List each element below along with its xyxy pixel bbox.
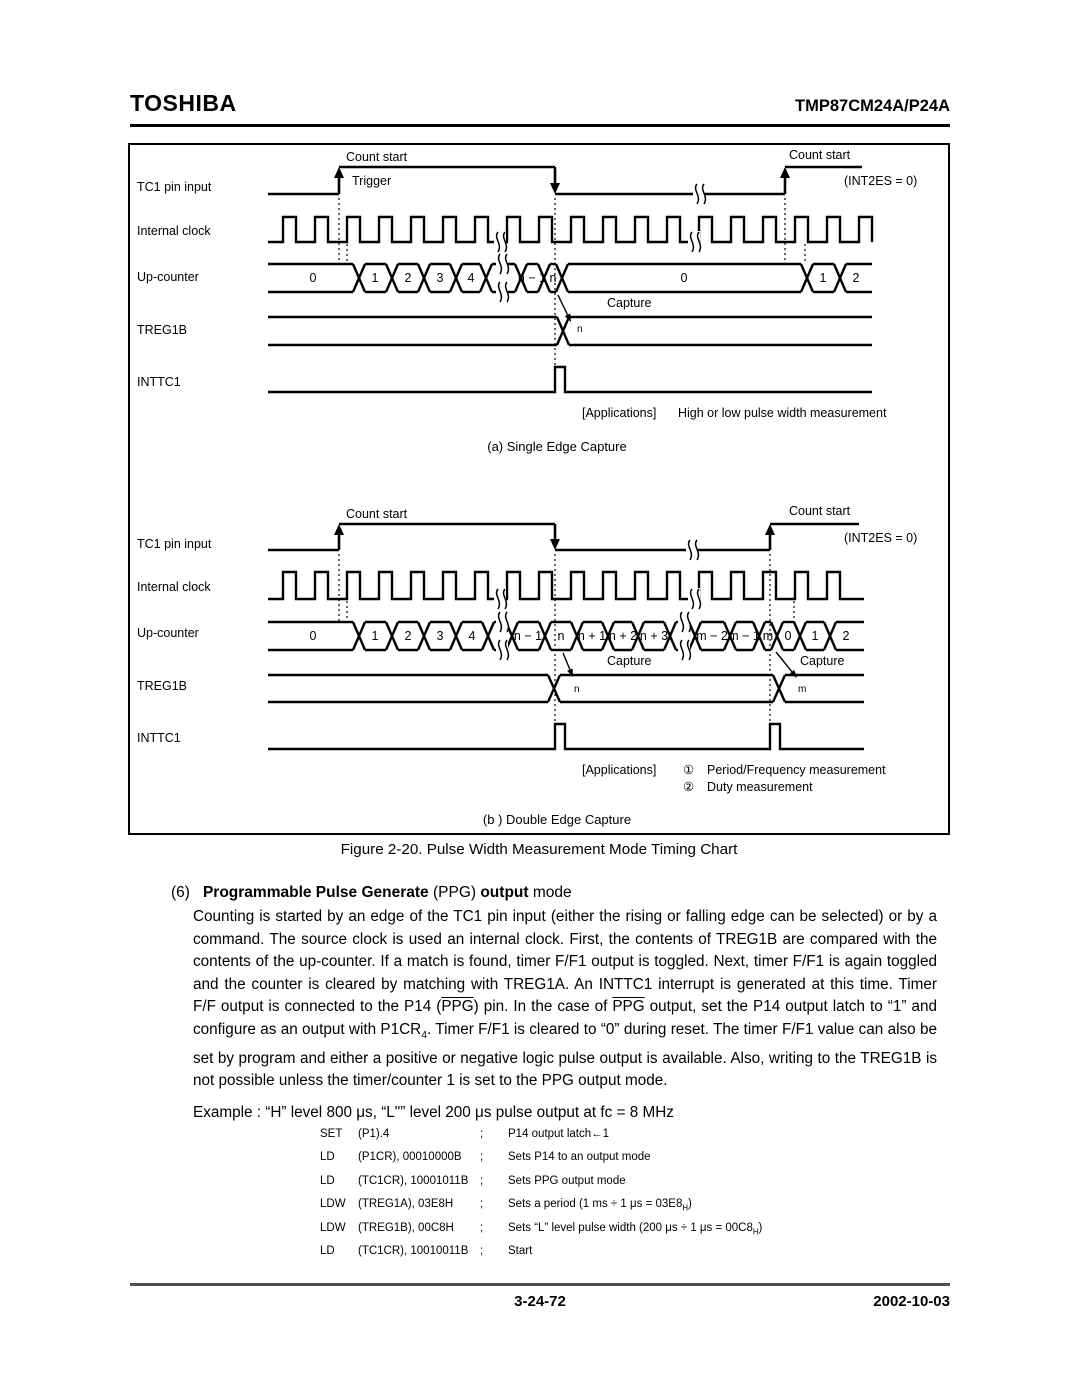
applications-item-1-num: ① xyxy=(683,763,695,777)
count-start-left-b: Count start xyxy=(346,507,408,521)
row-label-treg1b-b: TREG1B xyxy=(137,679,188,693)
counter-value: m − 2 xyxy=(696,629,728,643)
section-title-bold-1: Programmable Pulse Generate xyxy=(202,884,429,901)
timing-chart-svg xyxy=(130,145,948,833)
para-text-1: Counting is started by an edge of the TC1 pin input (either the rising or falling edge can be selected) or by a command. The source clock is used an internal clock. First, the contents of TREG1B are compared with the contents of the up-counter. If a match is found, timer F/F1 output is toggled. Next, timer F/F1 is again toggled and the counter is cleared by matching with TREG1A. An INTTC1 interrupt is generated at this time. Timer F/F output is connected to the P14 ( xyxy=(193,908,937,1016)
count-start-right-b: Count start xyxy=(789,504,851,518)
internal-clock-wave xyxy=(268,217,872,242)
counter-value: n xyxy=(557,629,565,643)
page-number: 3-24-72 xyxy=(514,1293,566,1310)
code-row xyxy=(320,1198,762,1221)
counter-value: n + 3 xyxy=(639,629,669,643)
counter-value: 1 xyxy=(811,629,819,643)
treg-value-b-m: m xyxy=(798,684,807,695)
counter-value: 2 xyxy=(842,629,850,643)
section-title-bold-2: output xyxy=(480,884,529,901)
code-operand: (TC1CR), 10010011B xyxy=(358,1244,469,1257)
capture-label-a: Capture xyxy=(607,296,652,310)
footer-rule xyxy=(130,1283,950,1286)
figure-caption: Figure 2-20. Pulse Width Measurement Mode Timing Chart xyxy=(340,841,738,858)
code-semicolon: ; xyxy=(480,1244,484,1257)
counter-value: 1 xyxy=(819,271,827,285)
code-comment: Start xyxy=(508,1244,533,1257)
ppg-paragraph xyxy=(193,906,937,1093)
code-comment: P14 output latch←1 xyxy=(508,1128,610,1140)
count-start-right-a: Count start xyxy=(789,148,851,162)
internal-clock-wave xyxy=(268,572,864,599)
counter-value: m − 1 xyxy=(728,629,760,643)
subtitle-a: (a) Single Edge Capture xyxy=(487,439,627,454)
applications-text-a: High or low pulse width measurement xyxy=(678,406,887,420)
int2es-label-a: (INT2ES = 0) xyxy=(844,174,918,188)
edge-arrow xyxy=(780,167,790,178)
code-operand: (P1).4 xyxy=(358,1128,390,1140)
edge-arrow xyxy=(334,167,344,178)
section-title-reg-1: (PPG) xyxy=(428,884,481,901)
counter-value: 2 xyxy=(404,271,412,285)
code-semicolon: ; xyxy=(480,1221,484,1234)
code-semicolon: ; xyxy=(480,1128,484,1140)
diagram-a-waveforms xyxy=(268,167,872,392)
counter-value: n + 1 xyxy=(577,629,607,643)
treg-value-a: n xyxy=(577,324,583,335)
edge-arrow xyxy=(334,524,344,535)
row-label-clock-b: Internal clock xyxy=(137,580,211,594)
row-label-counter-b: Up-counter xyxy=(137,626,199,640)
counter-value: 2 xyxy=(404,629,412,643)
code-opcode: LDW xyxy=(320,1221,346,1234)
section-title xyxy=(203,884,572,902)
code-semicolon: ; xyxy=(480,1174,484,1187)
code-opcode: LD xyxy=(320,1151,335,1164)
counter-value: 1 xyxy=(371,271,379,285)
brand-logo: TOSHIBA xyxy=(130,90,237,116)
counter-value: 3 xyxy=(436,629,444,643)
inttc1-wave xyxy=(268,724,864,749)
code-comment: Sets PPG output mode xyxy=(508,1174,626,1187)
footer-date: 2002-10-03 xyxy=(873,1293,950,1310)
part-number: TMP87CM24A/P24A xyxy=(795,97,950,115)
capture-arrow xyxy=(558,295,568,315)
applications-label-b: [Applications] xyxy=(582,763,657,777)
code-operand: (TREG1B), 00C8H xyxy=(358,1221,454,1234)
counter-value: 2 xyxy=(852,271,860,285)
capture-label-b-left: Capture xyxy=(607,654,652,668)
counter-value: 0 xyxy=(309,271,317,285)
example-line: Example : “H” level 800 μs, “L"” level 200 μs pulse output at fc = 8 MHz xyxy=(193,1104,674,1121)
applications-item-2-num: ② xyxy=(683,780,695,794)
ppg-overline-1: $\overline{PPG}$ xyxy=(441,998,474,1016)
code-opcode: LD xyxy=(320,1244,335,1257)
code-opcode: SET xyxy=(320,1128,343,1140)
capture-arrow xyxy=(776,652,792,672)
capture-arrow xyxy=(563,653,570,670)
row-label-treg1b-a: TREG1B xyxy=(137,323,188,337)
code-row xyxy=(320,1128,762,1151)
header-rule xyxy=(130,124,950,127)
section-number: (6) xyxy=(171,884,190,901)
subtitle-b: (b ) Double Edge Capture xyxy=(482,812,632,827)
code-opcode: LDW xyxy=(320,1198,346,1211)
applications-label-a: [Applications] xyxy=(582,406,657,420)
edge-arrow xyxy=(550,183,560,194)
int2es-label-b: (INT2ES = 0) xyxy=(844,531,918,545)
ppg-overline-2: $\overline{PPG}$ xyxy=(612,998,645,1016)
applications-item-1-text: Period/Frequency measurement xyxy=(707,763,886,777)
code-comment: Sets “L” level pulse width (200 μs ÷ 1 $\mu s = 00C8_H$) xyxy=(508,1221,763,1236)
code-semicolon: ; xyxy=(480,1151,484,1164)
para-text-4: . Timer F/F1 is cleared to “0” during reset. The timer F/F1 value can also be set by program and either a positive or negative logic pulse output is available. Also, writing to the TREG1B is not possible unless the timer/counter 1 is set to the PPG output mode. xyxy=(193,1020,938,1090)
assembly-code-block xyxy=(320,1128,762,1268)
counter-value: 0 xyxy=(680,271,688,285)
counter-value: 0 xyxy=(309,629,317,643)
code-comment: Sets P14 to an output mode xyxy=(508,1151,651,1164)
counter-value: n − 1 xyxy=(513,629,543,643)
count-start-left-a: Count start xyxy=(346,150,408,164)
row-label-counter-a: Up-counter xyxy=(137,270,199,284)
para-text-3: output, set the P14 output latch to “1” and configure as an output with P1CR xyxy=(193,998,937,1038)
applications-item-2-text: Duty measurement xyxy=(707,780,813,794)
code-operand: (P1CR), 00010000B xyxy=(358,1151,462,1164)
section-heading xyxy=(171,884,572,902)
code-row xyxy=(320,1245,762,1268)
para-text-2: ) pin. In the case of xyxy=(473,998,613,1016)
counter-value: n − 1 xyxy=(517,271,547,285)
code-row xyxy=(320,1151,762,1174)
row-label-inttc1-b: INTTC1 xyxy=(137,731,181,745)
p1cr-subscript: 4 xyxy=(421,1030,428,1042)
capture-label-b-right: Capture xyxy=(800,654,845,668)
code-semicolon: ; xyxy=(480,1198,484,1211)
counter-value: 0 xyxy=(784,629,792,643)
timing-chart-figure xyxy=(128,143,950,835)
treg-value-b-n: n xyxy=(574,684,580,695)
code-comment: Sets a period (1 ms ÷ 1 $\mu s = 03E8_H$) xyxy=(508,1198,692,1213)
counter-value: 3 xyxy=(436,271,444,285)
counter-value: n xyxy=(549,271,557,285)
edge-arrow xyxy=(765,524,775,535)
trigger-label: Trigger xyxy=(352,174,392,188)
row-label-tc1-b: TC1 pin input xyxy=(137,537,212,551)
section-title-reg-2: mode xyxy=(528,884,572,901)
row-label-clock-a: Internal clock xyxy=(137,224,211,238)
code-row xyxy=(320,1175,762,1198)
counter-value: 1 xyxy=(371,629,379,643)
counter-value: n + 2 xyxy=(608,629,638,643)
row-label-tc1-a: TC1 pin input xyxy=(137,180,212,194)
diagram-b-waveforms xyxy=(268,524,864,749)
counter-value: 4 xyxy=(467,271,475,285)
counter-value: m xyxy=(762,629,774,643)
code-operand: (TREG1A), 03E8H xyxy=(358,1198,454,1211)
row-label-inttc1-a: INTTC1 xyxy=(137,375,181,389)
inttc1-wave xyxy=(268,367,872,392)
subscript-h: H xyxy=(682,1203,688,1213)
edge-arrow xyxy=(550,539,560,550)
code-operand: (TC1CR), 10001011B xyxy=(358,1174,469,1187)
subscript-h: H xyxy=(752,1226,759,1236)
counter-value: 4 xyxy=(468,629,476,643)
code-row xyxy=(320,1222,762,1245)
code-opcode: LD xyxy=(320,1174,335,1187)
